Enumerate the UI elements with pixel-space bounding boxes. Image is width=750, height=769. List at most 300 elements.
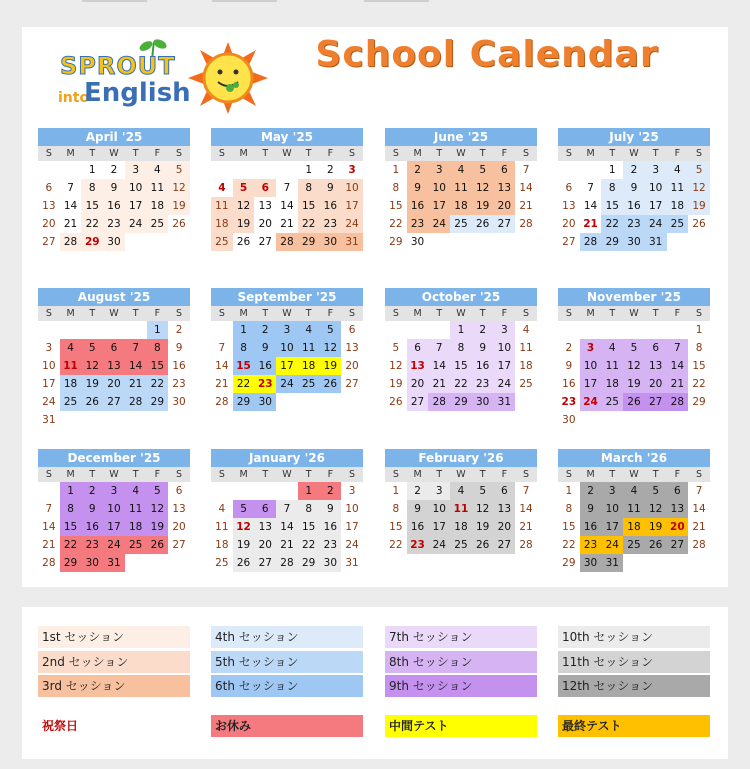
day-cell[interactable]: 18 <box>125 518 147 536</box>
day-cell[interactable]: 20 <box>103 375 125 393</box>
day-cell[interactable]: 10 <box>345 503 359 515</box>
day-cell[interactable]: 29 <box>389 236 403 248</box>
day-cell[interactable]: 26 <box>623 393 645 411</box>
day-cell[interactable]: 15 <box>692 360 706 372</box>
day-cell[interactable]: 19 <box>147 518 169 536</box>
day-cell[interactable]: 3 <box>494 321 516 339</box>
day-cell[interactable]: 1 <box>298 482 320 500</box>
day-cell[interactable]: 14 <box>692 503 706 515</box>
day-cell[interactable]: 9 <box>254 339 276 357</box>
day-cell[interactable]: 1 <box>88 164 96 176</box>
day-cell[interactable]: 2 <box>407 482 429 500</box>
day-cell[interactable]: 27 <box>258 236 272 248</box>
day-cell[interactable]: 28 <box>692 539 706 551</box>
day-cell[interactable]: 29 <box>692 396 706 408</box>
day-cell[interactable]: 26 <box>172 218 186 230</box>
day-cell[interactable]: 24 <box>103 536 125 554</box>
day-cell[interactable]: 5 <box>392 342 400 354</box>
day-cell[interactable]: 31 <box>494 393 516 411</box>
day-cell[interactable]: 7 <box>283 182 291 194</box>
day-cell[interactable]: 9 <box>472 339 494 357</box>
day-cell[interactable]: 16 <box>407 197 429 215</box>
day-cell[interactable]: 27 <box>494 536 516 554</box>
day-cell[interactable]: 23 <box>407 536 429 554</box>
day-cell[interactable]: 11 <box>215 521 229 533</box>
day-cell[interactable]: 9 <box>623 179 645 197</box>
day-cell[interactable]: 6 <box>494 482 516 500</box>
day-cell[interactable]: 6 <box>565 182 573 194</box>
day-cell[interactable]: 23 <box>103 215 125 233</box>
day-cell[interactable]: 23 <box>472 375 494 393</box>
day-cell[interactable]: 17 <box>494 357 516 375</box>
day-cell[interactable]: 14 <box>276 518 298 536</box>
day-cell[interactable]: 20 <box>667 518 689 536</box>
day-cell[interactable]: 19 <box>645 518 667 536</box>
day-cell[interactable]: 18 <box>211 215 233 233</box>
day-cell[interactable]: 22 <box>147 375 169 393</box>
day-cell[interactable]: 7 <box>428 339 450 357</box>
day-cell[interactable]: 22 <box>81 215 103 233</box>
day-cell[interactable]: 13 <box>258 200 272 212</box>
day-cell[interactable]: 6 <box>254 500 276 518</box>
day-cell[interactable]: 29 <box>298 233 320 251</box>
day-cell[interactable]: 6 <box>45 182 53 194</box>
top-tab-3[interactable] <box>364 0 429 2</box>
day-cell[interactable]: 13 <box>645 357 667 375</box>
day-cell[interactable]: 30 <box>562 414 576 426</box>
day-cell[interactable]: 7 <box>587 182 594 194</box>
day-cell[interactable]: 16 <box>623 197 645 215</box>
day-cell[interactable]: 30 <box>410 236 425 248</box>
day-cell[interactable]: 1 <box>450 321 472 339</box>
day-cell[interactable]: 3 <box>276 321 298 339</box>
day-cell[interactable]: 13 <box>172 503 186 515</box>
day-cell[interactable]: 21 <box>215 378 229 390</box>
day-cell[interactable]: 25 <box>60 393 82 411</box>
day-cell[interactable]: 17 <box>341 197 363 215</box>
day-cell[interactable]: 29 <box>60 554 82 572</box>
day-cell[interactable]: 8 <box>695 342 703 354</box>
day-cell[interactable]: 28 <box>580 233 602 251</box>
day-cell[interactable]: 8 <box>565 503 573 515</box>
day-cell[interactable]: 20 <box>42 218 56 230</box>
day-cell[interactable]: 18 <box>450 518 472 536</box>
day-cell[interactable]: 10 <box>428 179 450 197</box>
day-cell[interactable]: 22 <box>389 539 403 551</box>
day-cell[interactable]: 30 <box>254 393 276 411</box>
day-cell[interactable]: 13 <box>494 179 516 197</box>
day-cell[interactable]: 25 <box>450 536 472 554</box>
day-cell[interactable]: 12 <box>147 500 169 518</box>
day-cell[interactable]: 3 <box>645 161 667 179</box>
day-cell[interactable]: 12 <box>688 179 710 197</box>
day-cell[interactable]: 26 <box>320 375 342 393</box>
day-cell[interactable]: 4 <box>298 321 320 339</box>
day-cell[interactable]: 18 <box>519 360 533 372</box>
day-cell[interactable]: 10 <box>494 339 516 357</box>
day-cell[interactable]: 9 <box>407 179 429 197</box>
day-cell[interactable]: 14 <box>42 521 56 533</box>
day-cell[interactable]: 22 <box>298 536 320 554</box>
day-cell[interactable]: 4 <box>450 482 472 500</box>
day-cell[interactable]: 10 <box>645 179 667 197</box>
day-cell[interactable]: 25 <box>450 215 472 233</box>
day-cell[interactable]: 25 <box>601 393 623 411</box>
day-cell[interactable]: 7 <box>125 339 147 357</box>
day-cell[interactable]: 6 <box>254 179 276 197</box>
day-cell[interactable]: 22 <box>60 536 82 554</box>
day-cell[interactable]: 13 <box>494 500 516 518</box>
day-cell[interactable]: 11 <box>211 197 233 215</box>
day-cell[interactable]: 24 <box>341 215 363 233</box>
day-cell[interactable]: 28 <box>519 218 533 230</box>
day-cell[interactable]: 1 <box>147 321 169 339</box>
day-cell[interactable]: 28 <box>42 557 56 569</box>
day-cell[interactable]: 30 <box>81 554 103 572</box>
day-cell[interactable]: 15 <box>601 197 623 215</box>
day-cell[interactable]: 9 <box>320 500 342 518</box>
day-cell[interactable]: 7 <box>67 182 74 194</box>
day-cell[interactable]: 4 <box>623 482 645 500</box>
day-cell[interactable]: 11 <box>601 357 623 375</box>
day-cell[interactable]: 3 <box>428 482 450 500</box>
day-cell[interactable]: 1 <box>565 485 573 497</box>
day-cell[interactable]: 14 <box>280 200 294 212</box>
day-cell[interactable]: 16 <box>580 518 602 536</box>
day-cell[interactable]: 10 <box>276 339 298 357</box>
day-cell[interactable]: 4 <box>601 339 623 357</box>
day-cell[interactable]: 21 <box>519 521 533 533</box>
day-cell[interactable]: 21 <box>519 200 533 212</box>
day-cell[interactable]: 21 <box>583 218 598 230</box>
day-cell[interactable]: 21 <box>280 218 294 230</box>
day-cell[interactable]: 11 <box>623 500 645 518</box>
day-cell[interactable]: 1 <box>608 164 616 176</box>
day-cell[interactable]: 4 <box>125 482 147 500</box>
day-cell[interactable]: 20 <box>494 518 516 536</box>
day-cell[interactable]: 15 <box>389 521 403 533</box>
day-cell[interactable]: 15 <box>562 521 576 533</box>
day-cell[interactable]: 5 <box>472 482 494 500</box>
day-cell[interactable]: 10 <box>341 179 363 197</box>
day-cell[interactable]: 16 <box>254 357 276 375</box>
day-cell[interactable]: 11 <box>60 357 82 375</box>
day-cell[interactable]: 30 <box>472 393 494 411</box>
day-cell[interactable]: 8 <box>298 500 320 518</box>
day-cell[interactable]: 27 <box>645 393 667 411</box>
day-cell[interactable]: 6 <box>407 339 429 357</box>
day-cell[interactable]: 2 <box>472 321 494 339</box>
day-cell[interactable]: 14 <box>63 200 78 212</box>
day-cell[interactable]: 22 <box>562 539 576 551</box>
day-cell[interactable]: 31 <box>341 233 363 251</box>
day-cell[interactable]: 16 <box>320 197 342 215</box>
day-cell[interactable]: 2 <box>175 324 183 336</box>
day-cell[interactable]: 26 <box>389 396 403 408</box>
day-cell[interactable]: 25 <box>298 375 320 393</box>
day-cell[interactable]: 15 <box>147 357 169 375</box>
day-cell[interactable]: 13 <box>562 200 576 212</box>
day-cell[interactable]: 27 <box>407 393 429 411</box>
day-cell[interactable]: 25 <box>147 215 169 233</box>
day-cell[interactable]: 22 <box>692 378 706 390</box>
day-cell[interactable]: 7 <box>522 164 530 176</box>
day-cell[interactable]: 5 <box>233 179 255 197</box>
day-cell[interactable]: 20 <box>494 197 516 215</box>
day-cell[interactable]: 21 <box>428 375 450 393</box>
day-cell[interactable]: 20 <box>407 375 429 393</box>
day-cell[interactable]: 2 <box>327 164 334 176</box>
day-cell[interactable]: 11 <box>519 342 533 354</box>
day-cell[interactable]: 25 <box>211 233 233 251</box>
day-cell[interactable]: 1 <box>392 485 400 497</box>
day-cell[interactable]: 5 <box>147 482 169 500</box>
day-cell[interactable]: 17 <box>345 521 359 533</box>
day-cell[interactable]: 15 <box>389 200 403 212</box>
day-cell[interactable]: 20 <box>172 521 186 533</box>
day-cell[interactable]: 15 <box>233 357 255 375</box>
day-cell[interactable]: 15 <box>298 197 320 215</box>
day-cell[interactable]: 13 <box>667 500 689 518</box>
day-cell[interactable]: 16 <box>320 518 342 536</box>
day-cell[interactable]: 26 <box>233 554 255 572</box>
day-cell[interactable]: 28 <box>519 539 533 551</box>
day-cell[interactable]: 25 <box>215 557 229 569</box>
day-cell[interactable]: 27 <box>562 236 576 248</box>
day-cell[interactable]: 18 <box>601 375 623 393</box>
day-cell[interactable]: 28 <box>125 393 147 411</box>
day-cell[interactable]: 19 <box>472 197 494 215</box>
day-cell[interactable]: 20 <box>562 218 576 230</box>
day-cell[interactable]: 20 <box>345 360 359 372</box>
day-cell[interactable]: 6 <box>348 324 356 336</box>
day-cell[interactable]: 25 <box>667 215 689 233</box>
day-cell[interactable]: 11 <box>450 179 472 197</box>
day-cell[interactable]: 14 <box>583 200 598 212</box>
day-cell[interactable]: 9 <box>175 342 183 354</box>
day-cell[interactable]: 28 <box>428 393 450 411</box>
day-cell[interactable]: 9 <box>565 360 573 372</box>
day-cell[interactable]: 13 <box>345 342 359 354</box>
day-cell[interactable]: 29 <box>562 557 576 569</box>
day-cell[interactable]: 21 <box>276 536 298 554</box>
day-cell[interactable]: 2 <box>254 321 276 339</box>
day-cell[interactable]: 27 <box>103 393 125 411</box>
day-cell[interactable]: 24 <box>601 536 623 554</box>
day-cell[interactable]: 5 <box>472 161 494 179</box>
day-cell[interactable]: 10 <box>580 357 602 375</box>
day-cell[interactable]: 21 <box>63 218 78 230</box>
day-cell[interactable]: 3 <box>428 161 450 179</box>
day-cell[interactable]: 31 <box>345 557 359 569</box>
day-cell[interactable]: 6 <box>175 485 183 497</box>
day-cell[interactable]: 12 <box>81 357 103 375</box>
day-cell[interactable]: 3 <box>580 339 602 357</box>
day-cell[interactable]: 16 <box>103 197 125 215</box>
day-cell[interactable]: 14 <box>428 357 450 375</box>
day-cell[interactable]: 4 <box>60 339 82 357</box>
day-cell[interactable]: 5 <box>688 161 710 179</box>
day-cell[interactable]: 4 <box>218 182 226 194</box>
day-cell[interactable]: 31 <box>601 554 623 572</box>
day-cell[interactable]: 2 <box>623 161 645 179</box>
day-cell[interactable]: 3 <box>348 485 356 497</box>
day-cell[interactable]: 10 <box>428 500 450 518</box>
day-cell[interactable]: 28 <box>276 554 298 572</box>
day-cell[interactable]: 6 <box>667 482 689 500</box>
day-cell[interactable]: 3 <box>348 164 356 176</box>
day-cell[interactable]: 18 <box>623 518 645 536</box>
day-cell[interactable]: 29 <box>147 393 169 411</box>
day-cell[interactable]: 14 <box>667 357 689 375</box>
day-cell[interactable]: 31 <box>103 554 125 572</box>
day-cell[interactable]: 19 <box>233 536 255 554</box>
day-cell[interactable]: 10 <box>103 500 125 518</box>
day-cell[interactable]: 12 <box>645 500 667 518</box>
day-cell[interactable]: 22 <box>389 218 403 230</box>
day-cell[interactable]: 18 <box>215 539 229 551</box>
day-cell[interactable]: 23 <box>172 378 186 390</box>
day-cell[interactable]: 15 <box>81 197 103 215</box>
day-cell[interactable]: 20 <box>254 536 276 554</box>
day-cell[interactable]: 4 <box>147 161 169 179</box>
day-cell[interactable]: 29 <box>601 233 623 251</box>
day-cell[interactable]: 6 <box>494 161 516 179</box>
day-cell[interactable]: 23 <box>407 215 429 233</box>
day-cell[interactable]: 9 <box>81 500 103 518</box>
day-cell[interactable]: 8 <box>601 179 623 197</box>
top-tab-2[interactable] <box>212 0 277 2</box>
day-cell[interactable]: 27 <box>254 554 276 572</box>
day-cell[interactable]: 18 <box>450 197 472 215</box>
day-cell[interactable]: 24 <box>345 539 359 551</box>
day-cell[interactable]: 12 <box>233 518 255 536</box>
day-cell[interactable]: 28 <box>60 233 82 251</box>
day-cell[interactable]: 1 <box>233 321 255 339</box>
day-cell[interactable]: 5 <box>645 482 667 500</box>
day-cell[interactable]: 27 <box>667 536 689 554</box>
day-cell[interactable]: 20 <box>258 218 272 230</box>
day-cell[interactable]: 25 <box>125 536 147 554</box>
day-cell[interactable]: 9 <box>320 179 342 197</box>
day-cell[interactable]: 11 <box>298 339 320 357</box>
day-cell[interactable]: 27 <box>494 215 516 233</box>
day-cell[interactable]: 2 <box>81 482 103 500</box>
day-cell[interactable]: 8 <box>450 339 472 357</box>
day-cell[interactable]: 3 <box>103 482 125 500</box>
day-cell[interactable]: 20 <box>645 375 667 393</box>
day-cell[interactable]: 11 <box>450 500 472 518</box>
day-cell[interactable]: 5 <box>320 321 342 339</box>
day-cell[interactable]: 5 <box>233 500 255 518</box>
day-cell[interactable]: 21 <box>692 521 706 533</box>
day-cell[interactable]: 30 <box>320 554 342 572</box>
day-cell[interactable]: 12 <box>472 179 494 197</box>
day-cell[interactable]: 27 <box>345 378 359 390</box>
day-cell[interactable]: 26 <box>472 536 494 554</box>
day-cell[interactable]: 19 <box>472 518 494 536</box>
day-cell[interactable]: 18 <box>60 375 82 393</box>
day-cell[interactable]: 2 <box>407 161 429 179</box>
day-cell[interactable]: 19 <box>688 197 710 215</box>
day-cell[interactable]: 10 <box>125 179 147 197</box>
day-cell[interactable]: 10 <box>601 500 623 518</box>
day-cell[interactable]: 26 <box>692 218 706 230</box>
day-cell[interactable]: 21 <box>667 375 689 393</box>
day-cell[interactable]: 17 <box>42 378 56 390</box>
day-cell[interactable]: 9 <box>407 500 429 518</box>
day-cell[interactable]: 5 <box>168 161 190 179</box>
day-cell[interactable]: 12 <box>389 360 403 372</box>
day-cell[interactable]: 17 <box>580 375 602 393</box>
day-cell[interactable]: 7 <box>45 503 53 515</box>
day-cell[interactable]: 10 <box>42 360 56 372</box>
day-cell[interactable]: 29 <box>450 393 472 411</box>
day-cell[interactable]: 16 <box>81 518 103 536</box>
day-cell[interactable]: 15 <box>298 518 320 536</box>
day-cell[interactable]: 12 <box>168 179 190 197</box>
day-cell[interactable]: 17 <box>125 197 147 215</box>
day-cell[interactable]: 23 <box>254 375 276 393</box>
day-cell[interactable]: 16 <box>562 378 576 390</box>
day-cell[interactable]: 2 <box>320 482 342 500</box>
day-cell[interactable]: 12 <box>623 357 645 375</box>
day-cell[interactable]: 14 <box>519 182 533 194</box>
day-cell[interactable]: 24 <box>42 396 56 408</box>
day-cell[interactable]: 4 <box>450 161 472 179</box>
day-cell[interactable]: 21 <box>42 539 56 551</box>
day-cell[interactable]: 19 <box>320 357 342 375</box>
day-cell[interactable]: 5 <box>81 339 103 357</box>
day-cell[interactable]: 17 <box>428 518 450 536</box>
day-cell[interactable]: 30 <box>103 233 125 251</box>
day-cell[interactable]: 18 <box>147 197 169 215</box>
day-cell[interactable]: 17 <box>601 518 623 536</box>
day-cell[interactable]: 11 <box>147 179 169 197</box>
day-cell[interactable]: 23 <box>320 215 342 233</box>
day-cell[interactable]: 23 <box>81 536 103 554</box>
day-cell[interactable]: 31 <box>645 233 667 251</box>
day-cell[interactable]: 14 <box>125 357 147 375</box>
day-cell[interactable]: 7 <box>695 485 703 497</box>
day-cell[interactable]: 30 <box>320 233 342 251</box>
day-cell[interactable]: 3 <box>601 482 623 500</box>
day-cell[interactable]: 3 <box>45 342 53 354</box>
day-cell[interactable]: 19 <box>168 197 190 215</box>
day-cell[interactable]: 24 <box>125 215 147 233</box>
day-cell[interactable]: 15 <box>60 518 82 536</box>
day-cell[interactable]: 3 <box>125 161 147 179</box>
day-cell[interactable]: 19 <box>233 215 255 233</box>
day-cell[interactable]: 8 <box>392 503 400 515</box>
day-cell[interactable]: 24 <box>494 375 516 393</box>
day-cell[interactable]: 12 <box>472 500 494 518</box>
day-cell[interactable]: 28 <box>276 233 298 251</box>
day-cell[interactable]: 1 <box>392 164 400 176</box>
day-cell[interactable]: 7 <box>276 500 298 518</box>
day-cell[interactable]: 24 <box>580 393 602 411</box>
day-cell[interactable]: 17 <box>276 357 298 375</box>
day-cell[interactable]: 31 <box>42 414 56 426</box>
day-cell[interactable]: 7 <box>522 485 530 497</box>
day-cell[interactable]: 24 <box>645 215 667 233</box>
day-cell[interactable]: 8 <box>233 339 255 357</box>
day-cell[interactable]: 4 <box>218 503 226 515</box>
day-cell[interactable]: 19 <box>389 378 403 390</box>
day-cell[interactable]: 19 <box>81 375 103 393</box>
day-cell[interactable]: 18 <box>667 197 689 215</box>
day-cell[interactable]: 26 <box>147 536 169 554</box>
